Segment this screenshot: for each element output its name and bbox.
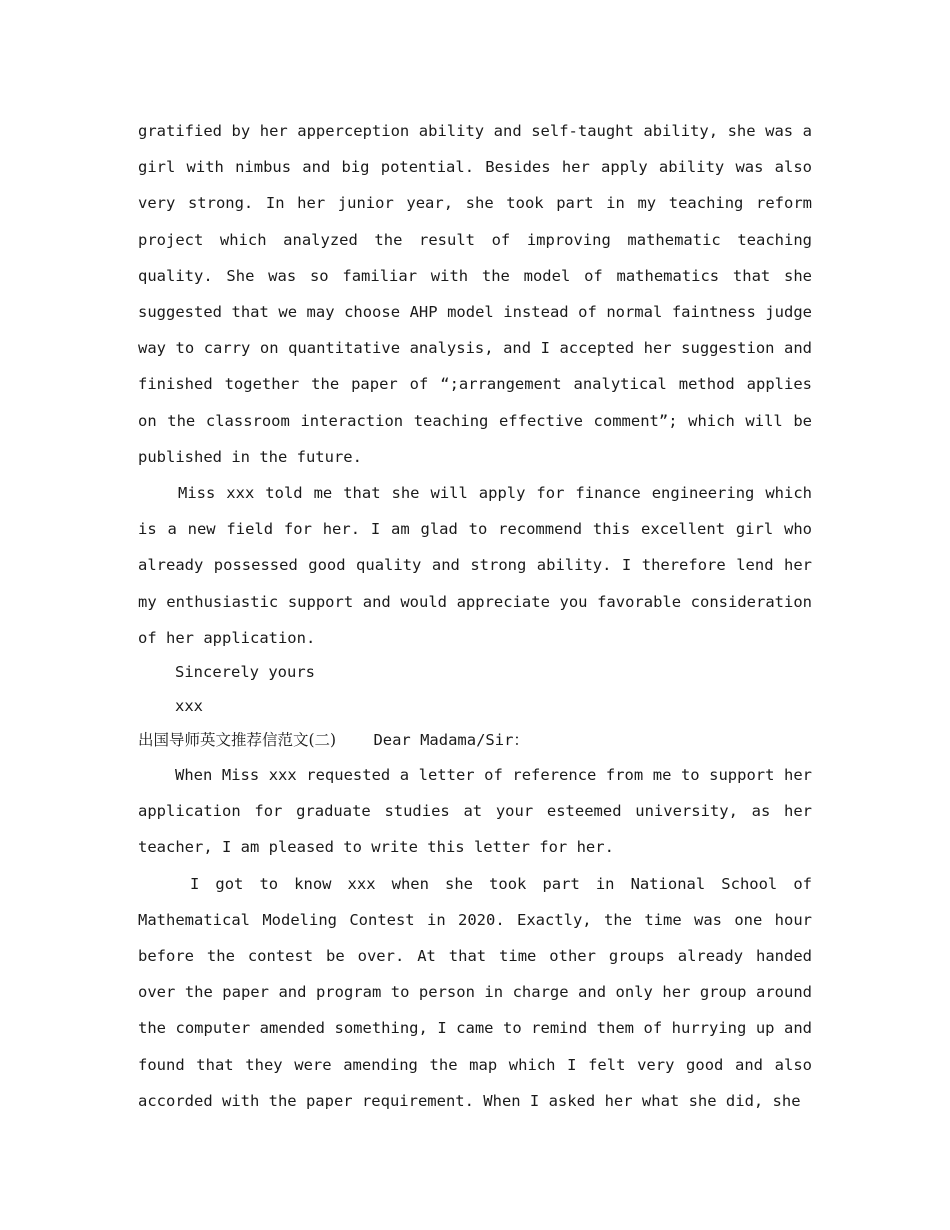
paragraph-contest: I got to know xxx when she took part in National School of Mathematical Modeling Contest in 2020. Exactly, the time was one hour before the contest be over. At that time other groups already handed over the paper and program to person in charge and only her group around the computer amended something, I came to remind them of hurrying up and found that they were amending the map which I felt very good and also accorded with the paper requirement. When I asked her what she did, she [138,874,812,1110]
closing-line: Sincerely yours [175,663,315,682]
signature-line: xxx [175,697,203,716]
letter-body [138,113,812,1119]
paragraph-recommendation: Miss xxx told me that she will apply for finance engineering which is a new field for her. I am glad to recommend this excellent girl who already possessed good quality and strong ability. I therefore lend her my enthusiastic support and would appreciate you favorable consideration of her application. [138,484,812,647]
heading-title: 出国导师英文推荐信范文(二) [138,731,337,750]
paragraph-abilities: gratified by her apperception ability and self-taught ability, she was a girl with nimbus and big potential. Besides her apply ability was also very strong. In her junior year, she took part in my teaching reform project which analyzed the result of improving mathematic teaching quality. She was so familiar with the model of mathematics that she suggested that we may choose AHP model instead of normal faintness judge way to carry on quantitative analysis, and I accepted her suggestion and finished together the paper of “;arrangement analytical method applies on the classroom interaction teaching effective comment”; which will be published in the future. [138,122,812,466]
paragraph-request: When Miss xxx requested a letter of reference from me to support her application for graduate studies at your esteemed university, as her teacher, I am pleased to write this letter for her. [138,766,812,857]
section-heading [138,723,812,757]
salutation: Dear Madama/Sir： [373,731,529,750]
